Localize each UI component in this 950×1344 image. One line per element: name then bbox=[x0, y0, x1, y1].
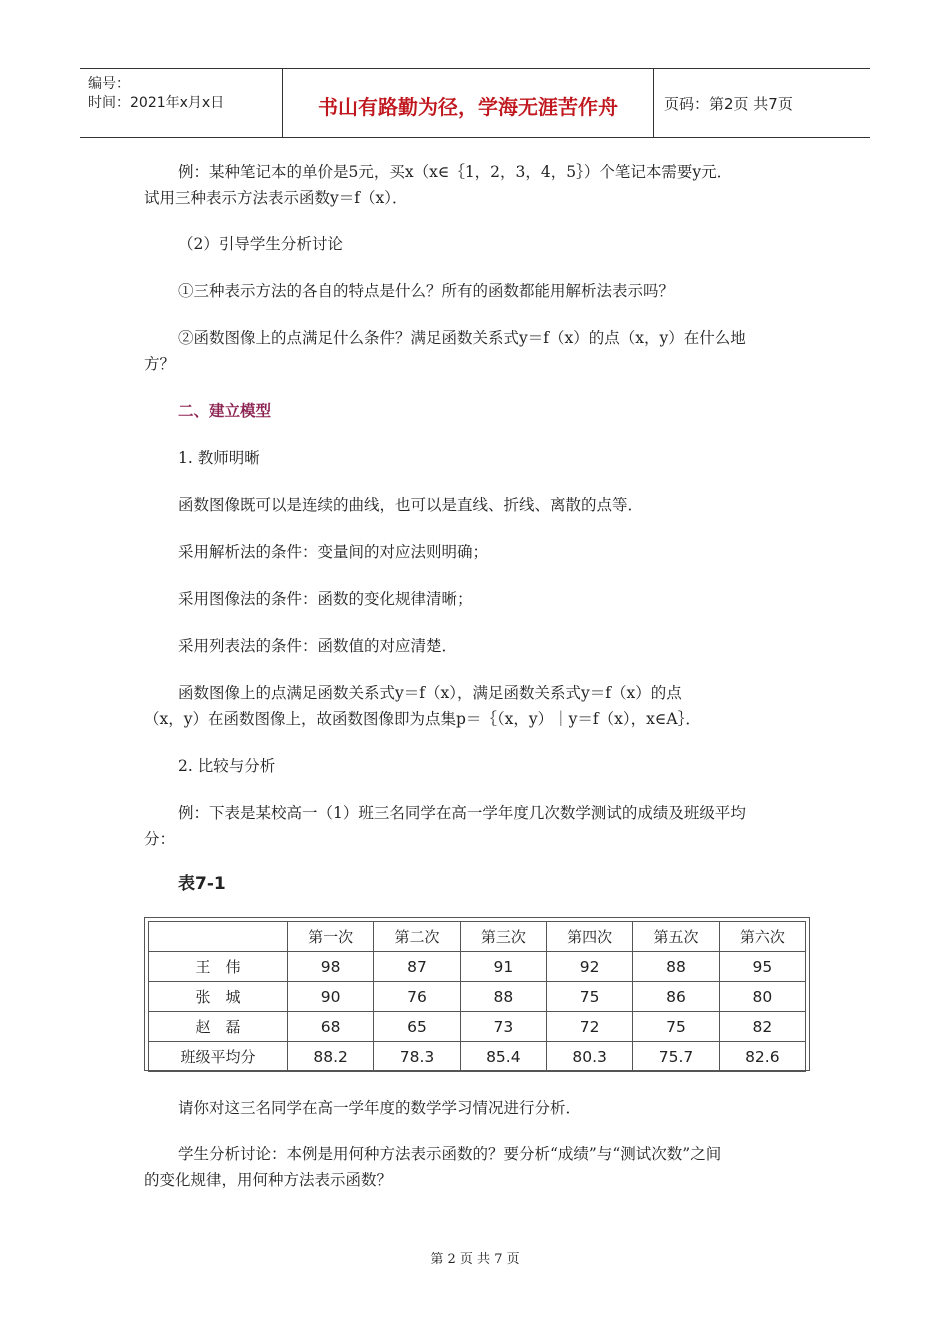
document-time: 时间：2021年x月x日 bbox=[88, 95, 225, 111]
example2-line2: 分： bbox=[144, 830, 176, 848]
table-row bbox=[149, 952, 806, 982]
document-number: 编号： bbox=[88, 76, 130, 92]
score-cell: 80 bbox=[719, 982, 805, 1012]
page-header bbox=[80, 68, 870, 138]
score-cell: 95 bbox=[719, 952, 805, 982]
score-cell: 75 bbox=[546, 982, 632, 1012]
row-label: 张 城 bbox=[149, 982, 288, 1012]
row-label: 赵 磊 bbox=[149, 1012, 288, 1042]
score-cell: 73 bbox=[460, 1012, 546, 1042]
section-heading: 二、建立模型 bbox=[178, 401, 272, 420]
table-corner-cell bbox=[149, 922, 288, 952]
score-cell: 92 bbox=[546, 952, 632, 982]
item-1-heading: 1. 教师明晰 bbox=[178, 449, 260, 467]
header-page-cell bbox=[654, 69, 870, 137]
table-row bbox=[149, 1012, 806, 1042]
column-header: 第六次 bbox=[719, 922, 805, 952]
graph-description: 函数图像既可以是连续的曲线，也可以是直线、折线、离散的点等． bbox=[178, 496, 644, 514]
score-cell: 68 bbox=[288, 1012, 374, 1042]
row-label: 王 伟 bbox=[149, 952, 288, 982]
score-cell: 88.2 bbox=[288, 1042, 374, 1072]
condition-table: 采用列表法的条件：函数值的对应清楚． bbox=[178, 637, 458, 655]
column-header: 第五次 bbox=[633, 922, 719, 952]
condition-analytic: 采用解析法的条件：变量间的对应法则明确； bbox=[178, 543, 489, 561]
score-cell: 88 bbox=[460, 982, 546, 1012]
score-cell: 65 bbox=[374, 1012, 460, 1042]
row-label: 班级平均分 bbox=[149, 1042, 288, 1072]
guide-heading: （2）引导学生分析讨论 bbox=[178, 235, 343, 253]
discussion-line2: 的变化规律，用何种方法表示函数？ bbox=[144, 1171, 393, 1189]
page-footer: 第 2 页 共 7 页 bbox=[430, 1252, 520, 1267]
example1-line1: 例：某种笔记本的单价是5元，买x（x∈｛1，2，3，4，5｝）个笔记本需要y元． bbox=[178, 163, 733, 181]
table-header-row bbox=[149, 922, 806, 952]
points-line1: 函数图像上的点满足函数关系式y＝f（x），满足函数关系式y＝f（x）的点 bbox=[178, 684, 682, 702]
table-row bbox=[149, 982, 806, 1012]
analysis-prompt: 请你对这三名同学在高一学年度的数学学习情况进行分析． bbox=[178, 1099, 582, 1117]
score-cell: 90 bbox=[288, 982, 374, 1012]
score-cell: 75.7 bbox=[633, 1042, 719, 1072]
score-cell: 76 bbox=[374, 982, 460, 1012]
example1-line2: 试用三种表示方法表示函数y＝f（x）． bbox=[144, 189, 408, 207]
score-cell: 88 bbox=[633, 952, 719, 982]
score-cell: 72 bbox=[546, 1012, 632, 1042]
header-motto-cell bbox=[283, 69, 654, 137]
score-cell: 78.3 bbox=[374, 1042, 460, 1072]
question-2-line1: ②函数图像上的点满足什么条件？满足函数关系式y＝f（x）的点（x，y）在什么地 bbox=[178, 329, 746, 347]
motto: 书山有路勤为径，学海无涯苦作舟 bbox=[318, 95, 618, 119]
score-cell: 75 bbox=[633, 1012, 719, 1042]
column-header: 第一次 bbox=[288, 922, 374, 952]
example2-line1: 例：下表是某校高一（1）班三名同学在高一学年度几次数学测试的成绩及班级平均 bbox=[178, 804, 746, 822]
condition-graph: 采用图像法的条件：函数的变化规律清晰； bbox=[178, 590, 473, 608]
score-cell: 87 bbox=[374, 952, 460, 982]
score-cell: 86 bbox=[633, 982, 719, 1012]
column-header: 第二次 bbox=[374, 922, 460, 952]
score-cell: 85.4 bbox=[460, 1042, 546, 1072]
score-cell: 82 bbox=[719, 1012, 805, 1042]
item-2-heading: 2. 比较与分析 bbox=[178, 757, 276, 775]
table-row bbox=[149, 1042, 806, 1072]
column-header: 第三次 bbox=[460, 922, 546, 952]
score-cell: 80.3 bbox=[546, 1042, 632, 1072]
points-line2: （x，y）在函数图像上，故函数图像即为点集p＝｛（x，y）｜y＝f（x），x∈A｝． bbox=[144, 710, 701, 728]
column-header: 第四次 bbox=[546, 922, 632, 952]
header-meta-cell bbox=[80, 69, 283, 137]
score-cell: 91 bbox=[460, 952, 546, 982]
discussion-line1: 学生分析讨论：本例是用何种方法表示函数的？要分析“成绩”与“测试次数”之间 bbox=[178, 1145, 722, 1163]
question-1: ①三种表示方法的各自的特点是什么？所有的函数都能用解析法表示吗？ bbox=[178, 282, 675, 300]
score-cell: 82.6 bbox=[719, 1042, 805, 1072]
table-caption: 表7-1 bbox=[178, 874, 226, 894]
score-cell: 98 bbox=[288, 952, 374, 982]
score-table bbox=[144, 917, 810, 1071]
question-2-line2: 方？ bbox=[144, 355, 176, 373]
page-indicator: 页码：第2页 共7页 bbox=[664, 95, 793, 113]
